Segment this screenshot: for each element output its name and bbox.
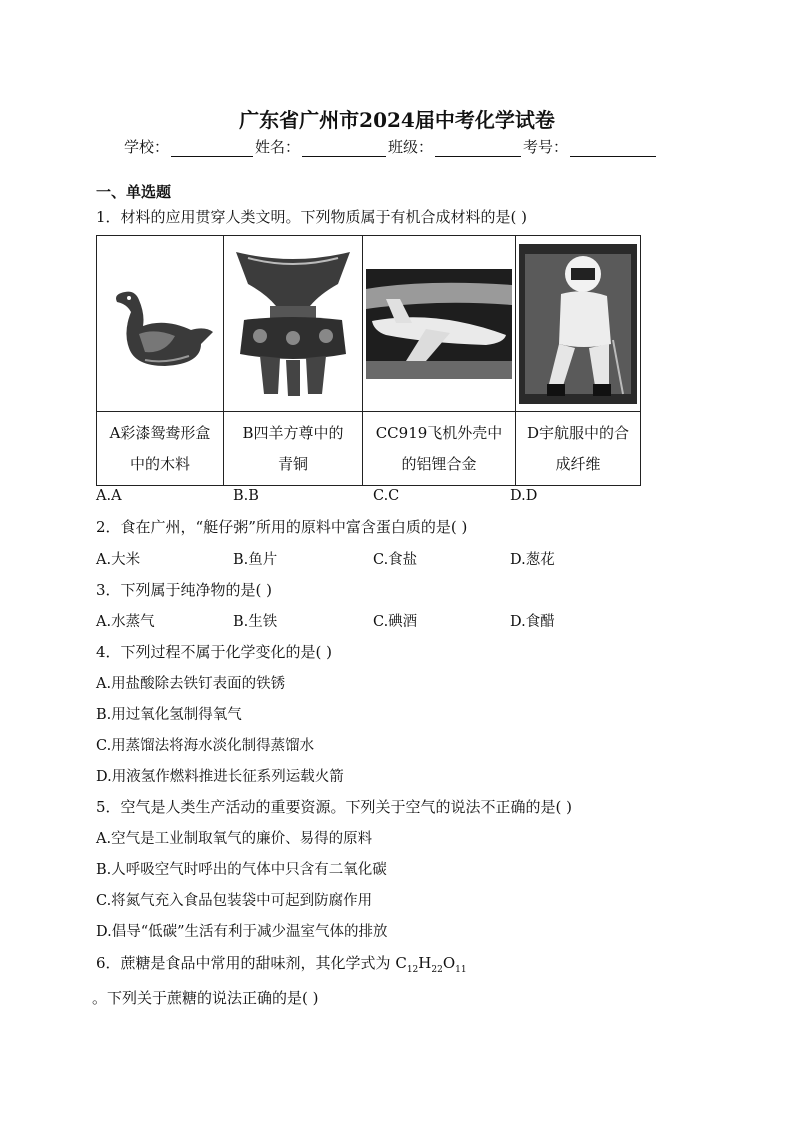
exam-no-label: 考号：	[523, 138, 569, 156]
q2-option-a[interactable]: A.大米	[96, 552, 141, 568]
formula-o: O	[442, 954, 456, 972]
class-blank[interactable]	[435, 142, 521, 157]
q4-stem: 4．下列过程不属于化学变化的是( )	[96, 643, 333, 661]
q5-stem: 5．空气是人类生产活动的重要资源。下列关于空气的说法不正确的是( )	[96, 798, 573, 816]
q1-image-a	[97, 236, 224, 412]
section-heading: 一、单选题	[96, 183, 172, 201]
caption-b-line1: B四羊方尊中的	[242, 423, 344, 442]
formula-h-count: 22	[431, 965, 443, 975]
name-blank[interactable]	[302, 142, 386, 157]
q1-caption-d	[516, 412, 641, 486]
caption-a-line2: 中的木料	[129, 454, 190, 473]
q5-option-d[interactable]: D.倡导“低碳”生活有利于减少温室气体的排放	[96, 924, 388, 940]
caption-c-line1: CC919飞机外壳中	[375, 423, 503, 442]
q6-stem-prefix: 6．蔗糖是食品中常用的甜味剂，其化学式为	[96, 954, 396, 972]
q3-option-b[interactable]: B.生铁	[233, 614, 278, 630]
q5-option-c[interactable]: C.将氮气充入食品包装袋中可起到防腐作用	[96, 893, 373, 909]
q2-option-c[interactable]: C.食盐	[373, 552, 418, 568]
q6-stem	[96, 952, 467, 975]
q1-caption-b	[224, 412, 363, 486]
name-label: 姓名：	[255, 138, 301, 156]
q1-image-table	[96, 235, 641, 486]
q1-caption-a	[97, 412, 224, 486]
formula-c: C	[395, 954, 407, 972]
q2-stem: 2．食在广州，“艇仔粥”所用的原料中富含蛋白质的是( )	[96, 518, 468, 536]
q3-stem: 3．下列属于纯净物的是( )	[96, 581, 273, 599]
q3-option-a[interactable]: A.水蒸气	[96, 614, 155, 630]
q4-option-b[interactable]: B.用过氧化氢制得氧气	[96, 707, 242, 723]
sucrose-formula	[395, 954, 467, 975]
caption-d-line2: 成纤维	[555, 454, 601, 473]
school-label: 学校：	[124, 138, 170, 156]
q3-option-c[interactable]: C.碘酒	[373, 614, 418, 630]
formula-o-count: 11	[455, 965, 467, 975]
q1-image-c	[363, 236, 516, 412]
q5-option-a[interactable]: A.空气是工业制取氧气的廉价、易得的原料	[96, 831, 373, 847]
caption-a-line1: A彩漆鸳鸯形盒	[109, 423, 211, 442]
duck-box-icon	[97, 274, 223, 374]
q5-option-b[interactable]: B.人呼吸空气时呼出的气体中只含有二氧化碳	[96, 862, 387, 878]
q4-option-d[interactable]: D.用液氢作燃料推进长征系列运载火箭	[96, 769, 344, 785]
exam-no-blank[interactable]	[570, 142, 656, 157]
caption-b-line2: 青铜	[277, 454, 308, 473]
q1-option-b[interactable]: B.B	[233, 488, 259, 504]
airplane-icon	[363, 269, 515, 379]
spacesuit-icon	[516, 244, 640, 404]
formula-c-count: 12	[406, 965, 419, 975]
q1-image-b	[224, 236, 363, 412]
q1-caption-c	[363, 412, 516, 486]
caption-d-line1: D宇航服中的合	[526, 423, 630, 442]
q2-option-b[interactable]: B.鱼片	[233, 552, 278, 568]
formula-h: H	[418, 954, 432, 972]
q3-option-d[interactable]: D.食醋	[510, 614, 555, 630]
q1-stem: 1．材料的应用贯穿人类文明。下列物质属于有机合成材料的是( )	[96, 208, 528, 226]
school-blank[interactable]	[171, 142, 253, 157]
page-title: 广东省广州市2024届中考化学试卷	[239, 108, 555, 132]
caption-c-line2: 的铝锂合金	[401, 454, 477, 473]
q6-stem-line2: 。下列关于蔗糖的说法正确的是( )	[92, 989, 319, 1007]
q1-option-c[interactable]: C.C	[373, 488, 400, 504]
q4-option-c[interactable]: C.用蒸馏法将海水淡化制得蒸馏水	[96, 738, 315, 754]
q4-option-a[interactable]: A.用盐酸除去铁钉表面的铁锈	[96, 676, 286, 692]
q1-image-d	[516, 236, 641, 412]
student-info-row	[124, 136, 658, 157]
q1-option-a[interactable]: A.A	[96, 488, 122, 504]
class-label: 班级：	[388, 138, 434, 156]
q1-option-d[interactable]: D.D	[510, 488, 538, 504]
q2-option-d[interactable]: D.葱花	[510, 552, 555, 568]
bronze-vessel-icon	[224, 244, 362, 404]
